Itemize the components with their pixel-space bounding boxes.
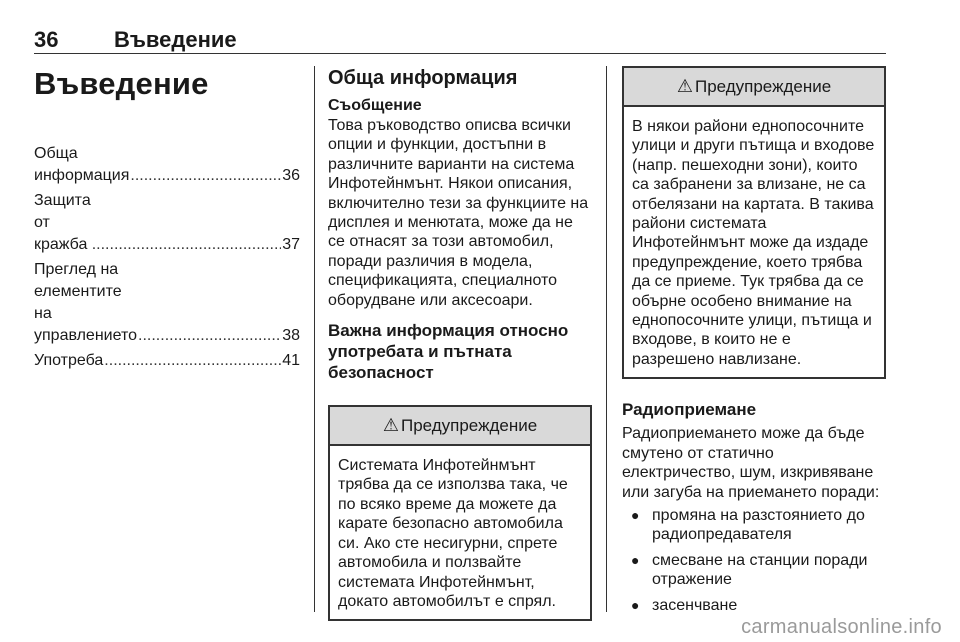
toc-item-page: 38 (282, 327, 300, 344)
list-item-text: промяна на разстоянието до радиопредавателя (652, 506, 865, 544)
chapter-title: Въведение (34, 66, 209, 101)
page-header (34, 28, 886, 54)
toc-item[interactable] (34, 259, 300, 347)
toc-item-title: Употреба (34, 352, 104, 369)
bullet-icon: ● (631, 596, 640, 613)
column-divider-left (314, 66, 315, 612)
bullet-icon: ● (631, 551, 640, 568)
toc-item[interactable] (34, 190, 300, 256)
toc-item-page: 36 (282, 167, 300, 184)
warning-header (330, 407, 590, 446)
safety-heading: Важна информация относно употребата и пътната безопасност (328, 321, 569, 383)
toc-item[interactable] (34, 143, 300, 187)
toc-leader-dots (138, 325, 281, 347)
list-item (622, 506, 886, 545)
list-item-text: смесване на станции поради отражение (652, 551, 868, 589)
warning-text: Системата Инфотейнмънт трябва да се използва така, че по всяко време да можете да карате безопасно автомобила си. Ако сте несигурни, спрете автомобила и ползвайте системата Инфотейнмънт, докато автомобилът е спрял. (338, 457, 568, 610)
warning-heading: Предупреждение (694, 76, 832, 96)
toc-item-page: 41 (282, 352, 300, 369)
notice-heading: Съобщение (328, 97, 422, 114)
warning-triangle-icon: ⚠ (382, 415, 399, 436)
radio-intro: Радиоприемането може да бъде смутено от статично електричество, шум, изкривяване или загуба на приемането поради: (622, 425, 880, 501)
section-title: Обща информация (328, 67, 518, 89)
page-number: 36 (34, 27, 59, 52)
warning-triangle-icon: ⚠ (676, 76, 693, 96)
toc-leader-dots (130, 165, 281, 187)
list-item (622, 596, 886, 615)
notice-text: Това ръководство описва всички опции и функции, достъпни в различните варианти на система Инфотейнмънт. Някои описания, включително тези за функциите на дисплея и менютата, може да не се отнасят за този автомобил, поради различия в модела, спецификацията, специалното оборудване или аксесоари. (328, 117, 589, 309)
column-divider-right (606, 66, 607, 612)
list-item-text: засенчване (652, 596, 738, 614)
toc-item-title: Преглед на елементите на управлението (34, 261, 138, 344)
warning-heading: Предупреждение (400, 415, 538, 435)
radio-bullet-list (622, 506, 886, 615)
list-item (622, 551, 886, 590)
warning-box (622, 66, 886, 379)
column-radio (622, 66, 886, 621)
table-of-contents (34, 143, 300, 372)
radio-heading: Радиоприемане (622, 400, 757, 420)
toc-leader-dots (104, 350, 281, 372)
watermark: carmanualsonline.info (741, 616, 942, 638)
warning-header (624, 68, 884, 107)
bullet-icon: ● (631, 506, 640, 523)
column-general-info (328, 66, 592, 621)
toc-item-title: Защита от кражба (34, 192, 91, 253)
running-title: Въведение (114, 27, 237, 52)
toc-leader-dots (92, 234, 281, 256)
toc-item-page: 37 (282, 236, 300, 253)
column-toc (34, 66, 300, 375)
toc-item[interactable] (34, 350, 300, 372)
warning-text: В някои райони еднопосочните улици и други пътища и входове (напр. пешеходни зони), които са забранени за влизане, не са отбелязани на картата. В такива райони системата Инфотейнмънт може да издаде предупреждение, което трябва да се приеме. Тук трябва да се обърне особено внимание на еднопосочните улици, пътища и входове, в които не е разрешено навлизане. (632, 118, 875, 368)
toc-item-title: Обща информация (34, 145, 130, 184)
warning-box (328, 405, 592, 621)
